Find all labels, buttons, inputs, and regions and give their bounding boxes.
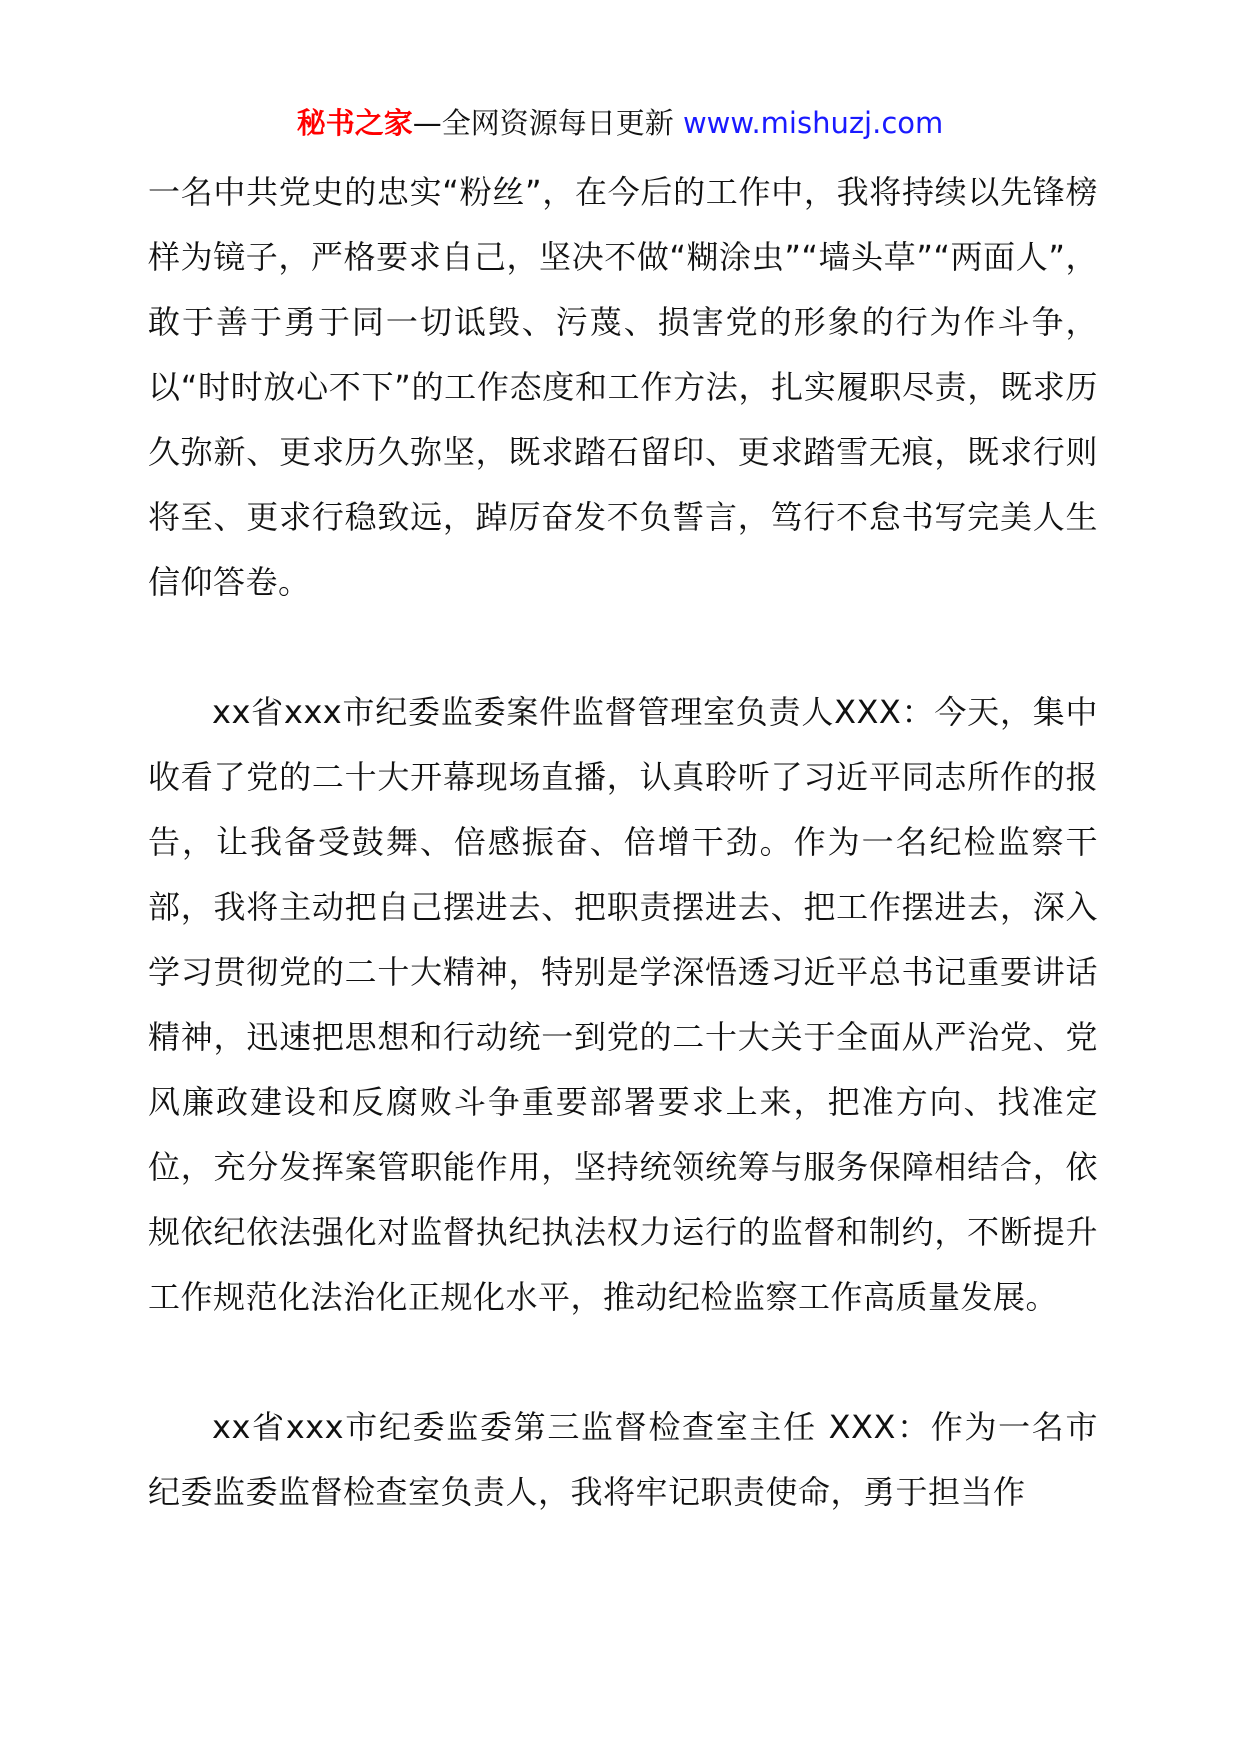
paragraph-third-inspection: xx省xxx市纪委监委第三监督检查室主任 XXX：作为一名市纪委监委监督检查室负责人，我将牢记职责使命，勇于担当作 <box>148 1408 1098 1511</box>
site-brand: 秘书之家 <box>296 106 413 140</box>
paragraph-gap <box>148 615 1098 680</box>
paragraph-continuation: 一名中共党史的忠实“粉丝”，在今后的工作中，我将持续以先锋榜样为镜子，严格要求自己，坚决不做“糊涂虫”“墙头草”“两面人”，敢于善于勇于同一切诋毁、污蔑、损害党的形象的行为作斗争，以“时时放心不下”的工作态度和工作方法，扎实履职尽责，既求历久弥新、更求历久弥坚，既求踏石留印、更求踏雪无痕，既求行则将至、更求行稳致远，踔厉奋发不负誓言，笃行不怠书写完美人生信仰答卷。 <box>148 173 1098 601</box>
site-header <box>0 103 1240 143</box>
site-url-link[interactable]: www.mishuzj.com <box>682 106 944 140</box>
paragraph-case-management: xx省xxx市纪委监委案件监督管理室负责人XXX：今天，集中收看了党的二十大开幕现场直播，认真聆听了习近平同志所作的报告，让我备受鼓舞、倍感振奋、倍增干劲。作为一名纪检监察干部，我将主动把自己摆进去、把职责摆进去、把工作摆进去，深入学习贯彻党的二十大精神，特别是学深悟透习近平总书记重要讲话精神，迅速把思想和行动统一到党的二十大关于全面从严治党、党风廉政建设和反腐败斗争重要部署要求上来，把准方向、找准定位，充分发挥案管职能作用，坚持统领统筹与服务保障相结合，依规依纪依法强化对监督执纪执法权力运行的监督和制约，不断提升工作规范化法治化正规化水平，推动纪检监察工作高质量发展。 <box>148 693 1098 1316</box>
paragraph-gap <box>148 1330 1098 1395</box>
document-body <box>148 160 1098 1525</box>
site-tagline: —全网资源每日更新 <box>412 106 683 140</box>
